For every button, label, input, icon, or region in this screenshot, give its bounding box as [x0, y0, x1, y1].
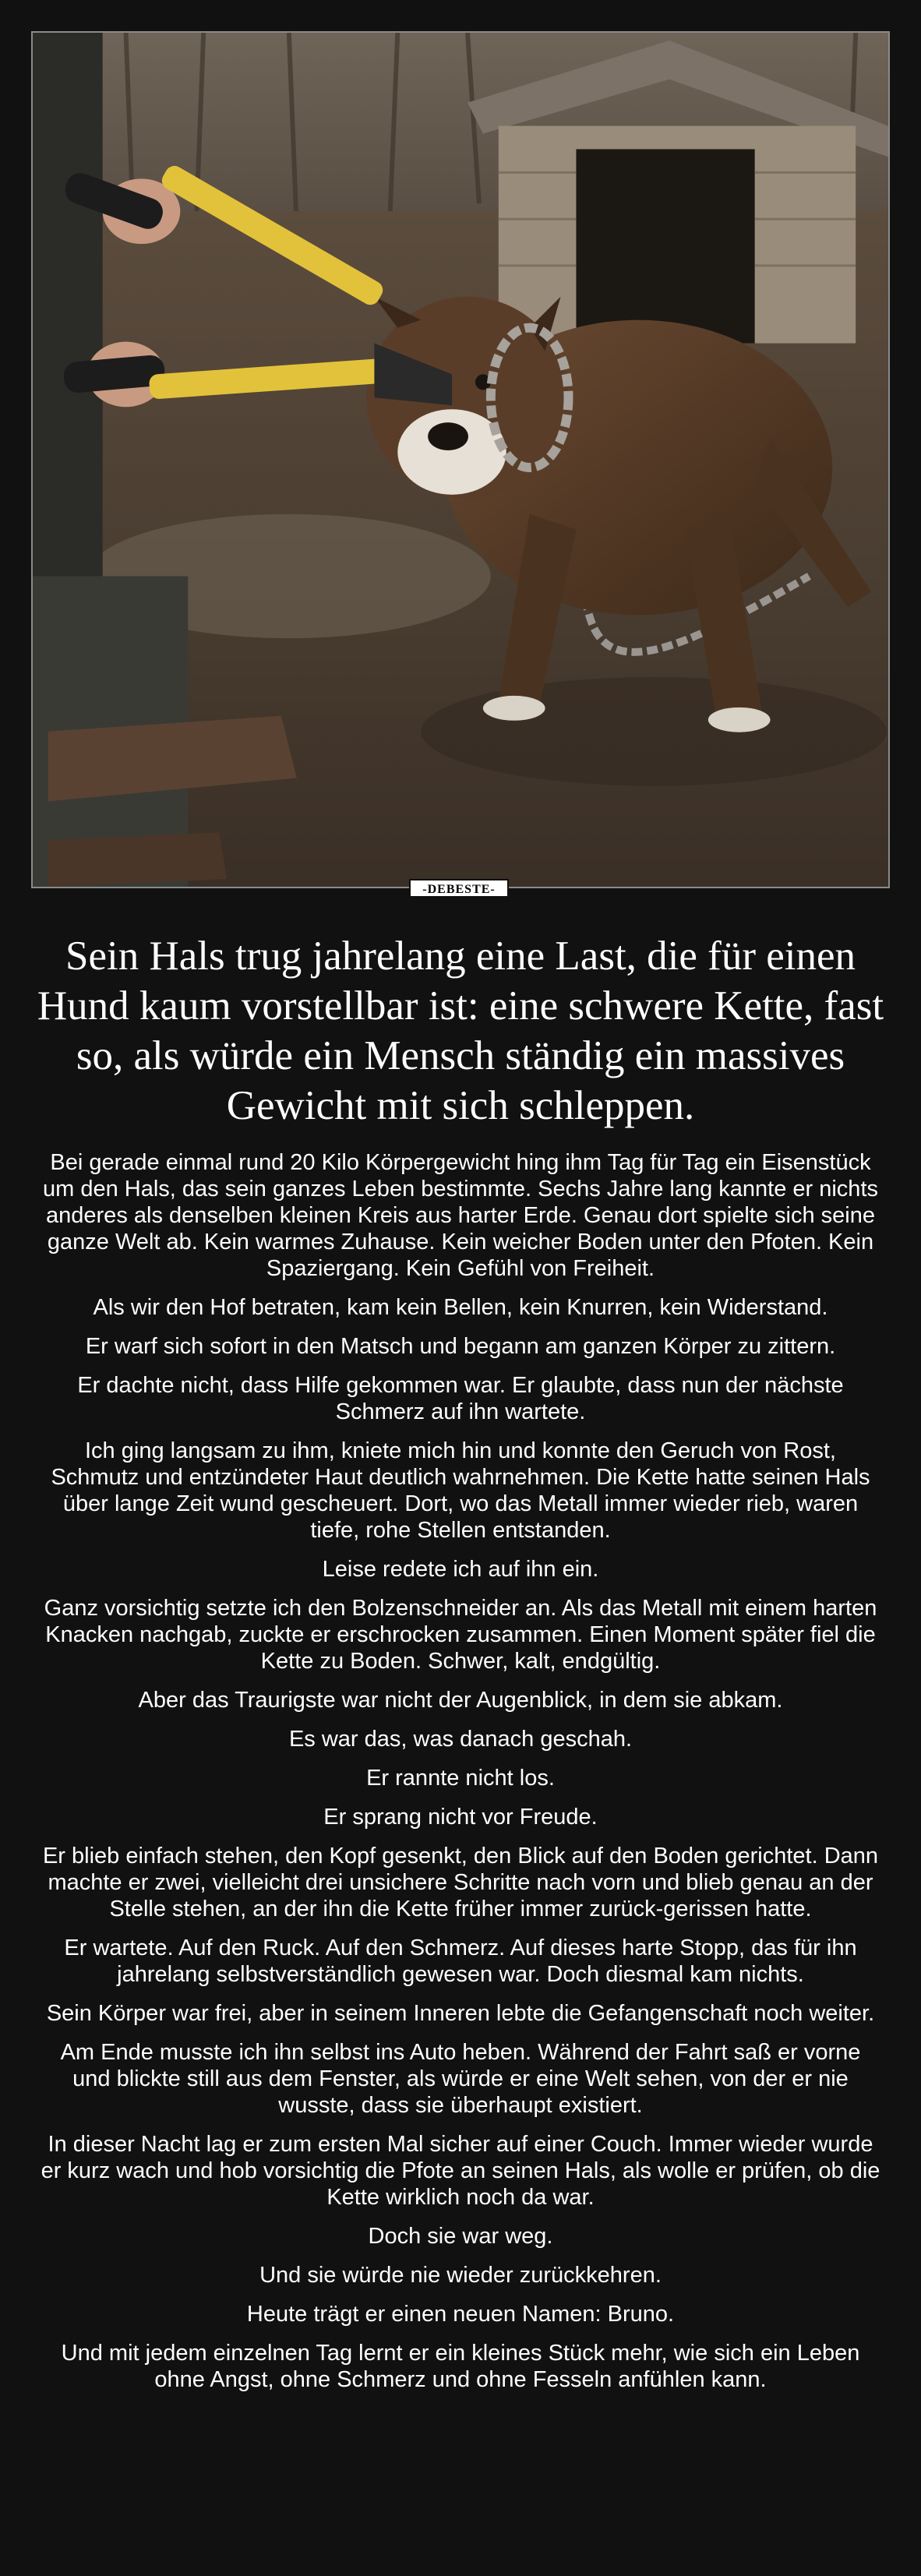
paragraph: Er sprang nicht vor Freude. — [323, 1805, 598, 1830]
dog-photo-illustration — [33, 33, 888, 887]
paragraph: Am Ende musste ich ihn selbst ins Auto heben. Während der Fahrt saß er vorne und blickte still aus dem Fenster, als würde er eine Welt sehen, von der er nie wusste, dass sie überhaupt existiert. — [60, 2040, 861, 2118]
paragraph: Es war das, was danach geschah. — [288, 1727, 633, 1752]
paragraph: In dieser Nacht lag er zum ersten Mal sicher auf einer Couch. Immer wieder wurde er kurz wach und hob vorsichtig die Pfote an seinen Hals, als wolle er prüfen, ob die Kette wirklich noch da war. — [41, 2132, 880, 2210]
paragraph: Ganz vorsichtig setzte ich den Bolzenschneider an. Als das Metall mit einem harten Knacken nachgab, zuckte er erschrocken zusammen. Einen Moment später fiel die Kette zu Boden. Schwer, kalt, endgültig. — [44, 1596, 877, 1674]
story-text — [39, 1149, 882, 2405]
paragraph: Er warf sich sofort in den Matsch und begann am ganzen Körper zu zittern. — [85, 1334, 836, 1359]
watermark-logo: -DEBESTE- — [409, 879, 509, 898]
paragraph: Aber das Traurigste war nicht der Augenblick, in dem sie abkam. — [138, 1688, 783, 1713]
paragraph: Leise redete ich auf ihn ein. — [322, 1557, 599, 1582]
paragraph: Und sie würde nie wieder zurückkehren. — [259, 2263, 662, 2288]
dog-photo — [31, 31, 890, 888]
paragraph: Sein Körper war frei, aber in seinem Inneren lebte die Gefangenschaft noch weiter. — [46, 2001, 875, 2026]
paragraph: Heute trägt er einen neuen Namen: Bruno. — [246, 2302, 675, 2327]
paragraph: Er blieb einfach stehen, den Kopf gesenkt, den Blick auf den Boden gerichtet. Dann machte er zwei, vielleicht drei unsichere Schritte nach vorn und blieb genau an der Stelle stehen, an der ihn die Kette früher immer zurück-gerissen hatte. — [42, 1844, 879, 1921]
paragraph: Er wartete. Auf den Ruck. Auf den Schmerz. Auf dieses harte Stopp, das für ihn jahrelang selbstverständlich gewesen war. Doch diesmal kam nichts. — [64, 1936, 857, 1987]
headline: Sein Hals trug jahrelang eine Last, die für einen Hund kaum vorstellbar ist: eine schwere Kette, fast so, als würde ein Mensch ständig ein massives Gewicht mit sich schleppen. — [37, 933, 884, 1128]
paragraph: Er dachte nicht, dass Hilfe gekommen war. Er glaubte, dass nun der nächste Schmerz auf ihn wartete. — [77, 1373, 844, 1424]
paragraph: Doch sie war weg. — [368, 2224, 553, 2249]
paragraph: Ich ging langsam zu ihm, kniete mich hin und konnte den Geruch von Rost, Schmutz und entzündeter Haut deutlich wahrnehmen. Die Kette hatte seinen Hals über lange Zeit wund gescheuert. Dort, wo das Metall immer wieder rieb, waren tiefe, rohe Stellen entstanden. — [51, 1438, 870, 1543]
paragraph: Und mit jedem einzelnen Tag lernt er ein kleines Stück mehr, wie sich ein Leben ohne Angst, ohne Schmerz und ohne Fesseln anfühlen kann. — [61, 2341, 860, 2392]
paragraph: Als wir den Hof betraten, kam kein Bellen, kein Knurren, kein Widerstand. — [93, 1295, 828, 1320]
paragraph: Bei gerade einmal rund 20 Kilo Körpergewicht hing ihm Tag für Tag ein Eisenstück um den Hals, das sein ganzes Leben bestimmte. Sechs Jahre lang kannte er nichts anderes als denselben kleinen Kreis aus harter Erde. Genau dort spielte sich seine ganze Welt ab. Kein warmes Zuhause. Kein weicher Boden unter den Pfoten. Kein Spaziergang. Kein Gefühl von Freiheit. — [43, 1150, 878, 1281]
paragraph: Er rannte nicht los. — [366, 1766, 555, 1791]
